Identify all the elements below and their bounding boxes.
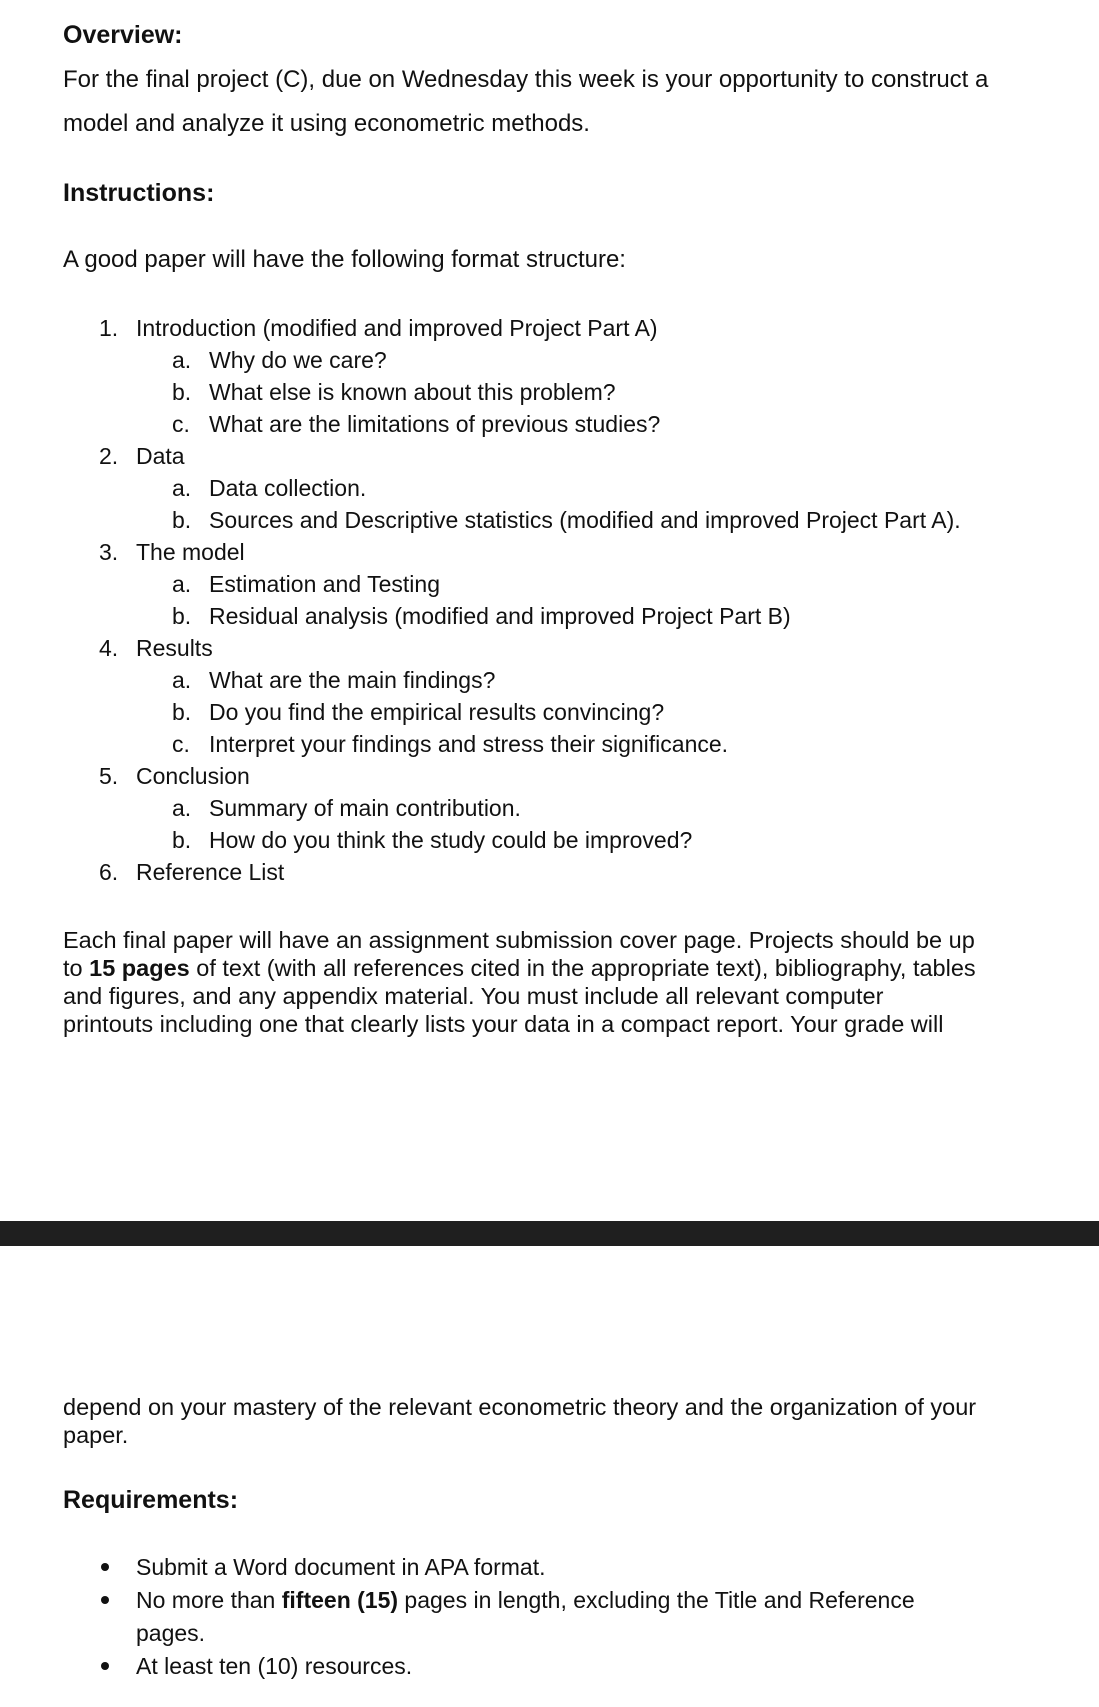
list-number: 3.: [99, 539, 119, 565]
sub-letter: a.: [172, 347, 192, 373]
sub-letter: c.: [172, 411, 190, 437]
list-number: 2.: [99, 443, 119, 469]
sub-item: Estimation and Testing: [209, 571, 440, 597]
sub-letter: a.: [172, 571, 192, 597]
sub-letter: b.: [172, 379, 192, 405]
overview-line-2: model and analyze it using econometric methods.: [63, 110, 590, 137]
sub-item: How do you think the study could be improved?: [209, 827, 693, 853]
bullet-icon: [101, 1596, 109, 1604]
paragraph-text: of text (with all references cited in the appropriate text), bibliography, tables: [189, 955, 976, 981]
page-break-bar: [0, 1221, 1099, 1246]
paragraph-line: paper.: [63, 1422, 129, 1448]
list-item-the-model: The model: [136, 539, 245, 565]
instructions-intro: A good paper will have the following format structure:: [63, 246, 626, 273]
bullet-icon: [101, 1662, 109, 1670]
requirement-item: At least ten (10) resources.: [136, 1653, 413, 1679]
list-number: 4.: [99, 635, 119, 661]
sub-item: What else is known about this problem?: [209, 379, 616, 405]
sub-item: What are the limitations of previous studies?: [209, 411, 661, 437]
sub-item: Data collection.: [209, 475, 367, 501]
list-number: 5.: [99, 763, 119, 789]
paragraph-line: Each final paper will have an assignment submission cover page. Projects should be up: [63, 927, 975, 953]
continuation-paragraph: [63, 1393, 1023, 1449]
requirement-item: [136, 1587, 915, 1614]
sub-letter: a.: [172, 795, 192, 821]
list-item-reference-list: Reference List: [136, 859, 285, 885]
requirement-continuation: pages.: [136, 1620, 206, 1646]
bullet-icon: [101, 1563, 109, 1571]
sub-item: Why do we care?: [209, 347, 387, 373]
sub-item: Summary of main contribution.: [209, 795, 521, 821]
sub-item: Sources and Descriptive statistics (modified and improved Project Part A).: [209, 507, 961, 533]
list-item-conclusion: Conclusion: [136, 763, 250, 789]
instructions-heading: Instructions:: [63, 179, 215, 207]
sub-letter: a.: [172, 475, 192, 501]
sub-letter: b.: [172, 507, 192, 533]
requirement-text: pages in length, excluding the Title and Reference: [398, 1587, 915, 1613]
paragraph-line: depend on your mastery of the relevant econometric theory and the organization of your: [63, 1394, 977, 1420]
sub-letter: c.: [172, 731, 190, 757]
paragraph-line: [63, 954, 1023, 982]
list-number: 6.: [99, 859, 119, 885]
paragraph-line: printouts including one that clearly lists your data in a compact report. Your grade will: [63, 1011, 944, 1037]
overview-line-1: For the final project (C), due on Wednesday this week is your opportunity to construct a: [63, 66, 989, 93]
sub-letter: a.: [172, 667, 192, 693]
sub-item: Residual analysis (modified and improved Project Part B): [209, 603, 791, 629]
list-number: 1.: [99, 315, 119, 341]
list-item-data: Data: [136, 443, 185, 469]
page-limit-emphasis: 15 pages: [89, 955, 190, 981]
requirement-item: Submit a Word document in APA format.: [136, 1554, 546, 1580]
requirement-text: No more than: [136, 1587, 282, 1613]
sub-item: Interpret your findings and stress their significance.: [209, 731, 729, 757]
paragraph-line: and figures, and any appendix material. You must include all relevant computer: [63, 983, 884, 1009]
list-item-results: Results: [136, 635, 213, 661]
overview-heading: Overview:: [63, 21, 183, 49]
sub-item: What are the main findings?: [209, 667, 496, 693]
sub-letter: b.: [172, 827, 192, 853]
list-item-introduction: Introduction (modified and improved Project Part A): [136, 315, 658, 341]
paragraph-text: to: [63, 955, 90, 981]
sub-item: Do you find the empirical results convincing?: [209, 699, 665, 725]
sub-letter: b.: [172, 699, 192, 725]
submission-paragraph: [63, 926, 1023, 1038]
requirements-heading: Requirements:: [63, 1486, 239, 1514]
page-count-emphasis: fifteen (15): [281, 1587, 399, 1613]
sub-letter: b.: [172, 603, 192, 629]
